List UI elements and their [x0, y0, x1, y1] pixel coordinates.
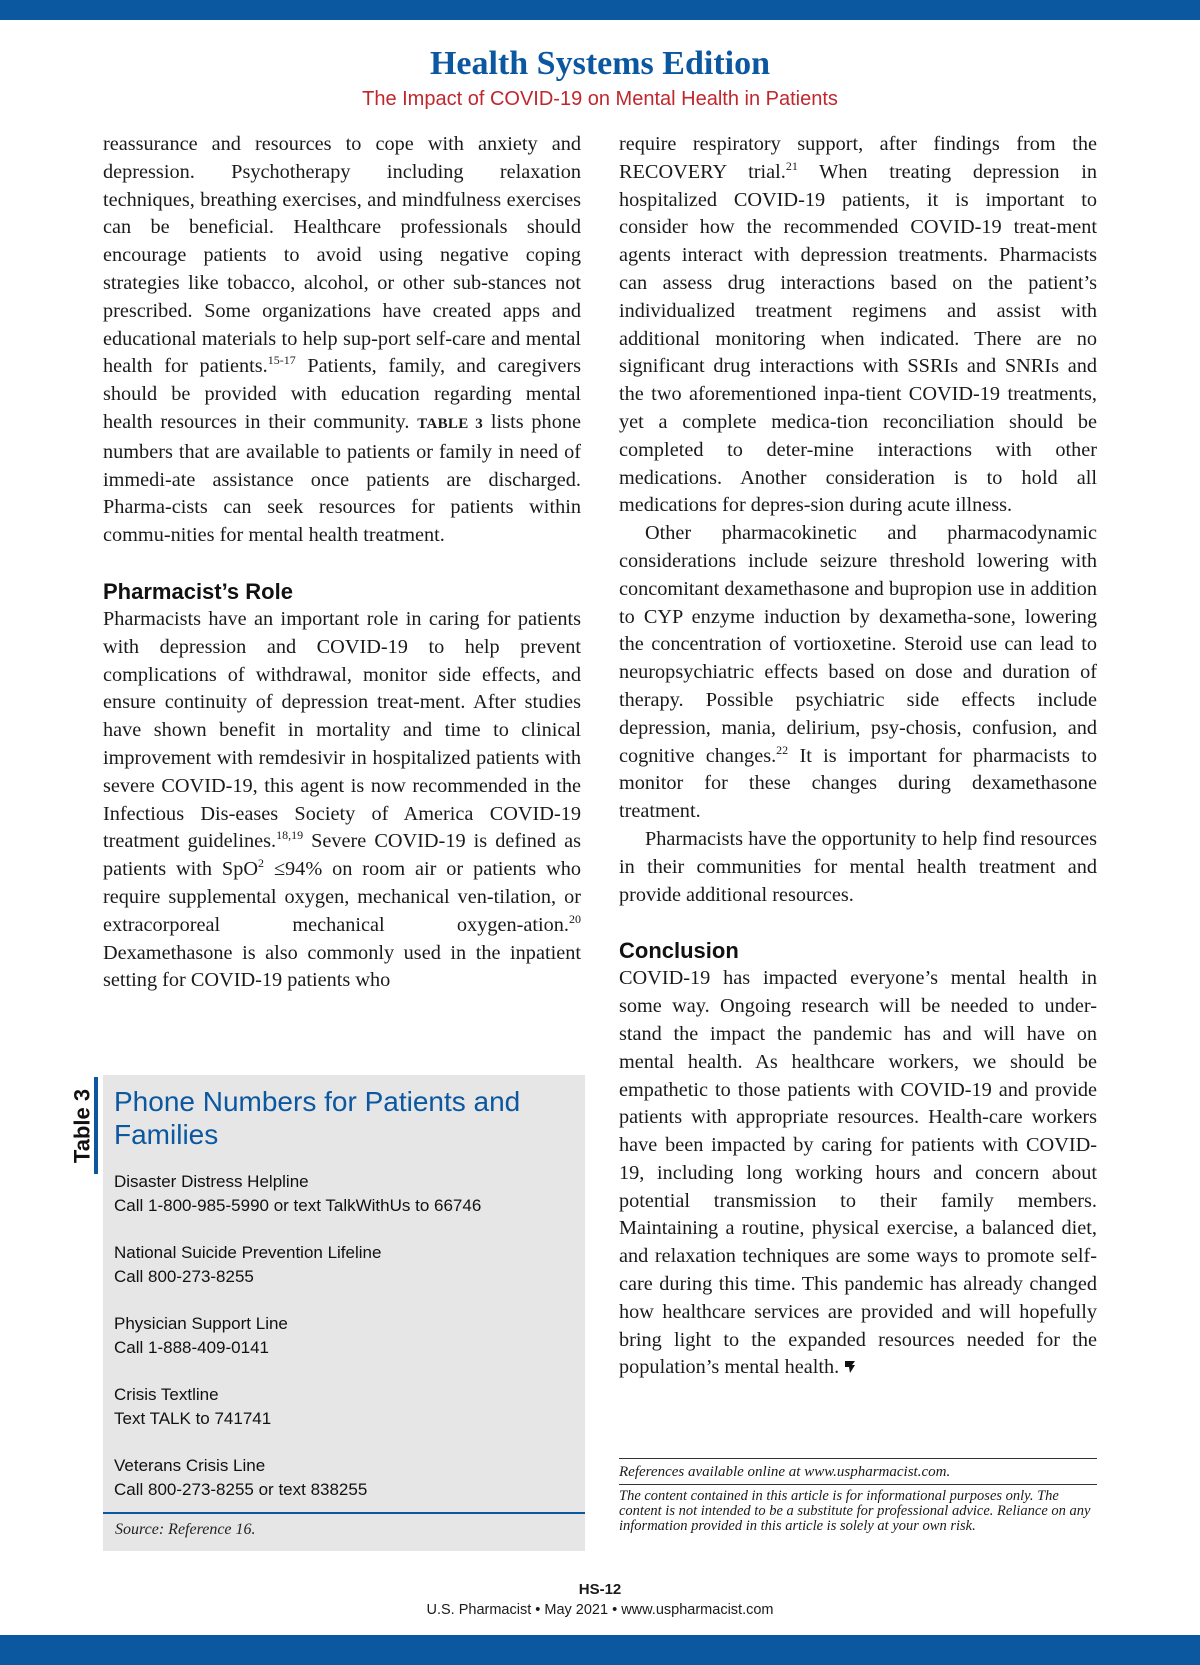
hotline-contact: Call 800-273-8255 or text 838255 — [114, 1480, 368, 1499]
left-paragraph-1: reassurance and resources to cope with anxiety and depression. Psychotherapy including relaxation techniques, breathing exercises, and mindfulness exercises can be beneficial. Healthcare professionals should encourage patients to avoid using negative coping strategies like tobacco, alcohol, or other sub-stances not prescribed. Some organizations have created apps and educational materials to help sup-port self-care and mental health for patients.$^{15-17}$ Patients, family, and caregivers should be provided with education regarding mental health resources in their community. TABLE 3 lists phone numbers that are available to patients or family in need of immedi-ate assistance once patients are discharged. Pharma-cists can seek resources for patients within commu-nities for mental health treatment. — [103, 133, 582, 547]
heading-pharmacists-role: Pharmacist’s Role — [103, 578, 293, 604]
list-item — [114, 1454, 574, 1525]
table-3-label: Table 3 — [69, 1088, 95, 1164]
table-3-source: Source: Reference 16. — [115, 1521, 256, 1538]
publication-line: U.S. Pharmacist • May 2021 • www.uspharmacist.com — [426, 1602, 774, 1618]
right-column — [619, 131, 1097, 1382]
page-footer — [0, 1580, 1200, 1620]
hotline-name: Crisis Textline — [114, 1385, 219, 1404]
list-item — [114, 1170, 574, 1241]
list-item — [114, 1312, 574, 1383]
hotline-contact: Call 1-800-985-5990 or text TalkWithUs to 66746 — [114, 1196, 482, 1215]
right-paragraph-1: require respiratory support, after findings from the RECOVERY trial.$^{21}$ When treating depression in hospitalized COVID-19 patients, it is important to consider how the recommended COVID-19 treat-ment agents interact with depression treatments. Pharmacists can assess drug interactions based on the patient’s individualized treatment regimens and assist with additional monitoring when indicated. There are no significant drug interactions with SSRIs and SNRIs and the two aforementioned inpa-tient COVID-19 treatments, yet a complete medica-tion reconciliation should be completed to deter-mine interactions with other medications. Another consideration is to hold all medications for depres-sion during acute illness. — [619, 133, 1097, 517]
hotline-name: Veterans Crisis Line — [114, 1456, 266, 1475]
right-paragraph-2: Other pharmacokinetic and pharmacodynamic considerations include seizure threshold lowering with concomitant dexamethasone and bupropion use in addition to CYP enzyme induction by dexametha-sone, lowering the concentration of vortioxetine. Steroid use can lead to neuropsychiatric effects based on dose and duration of therapy. Possible psychiatric side effects include depression, mania, delirium, psy-chosis, confusion, and cognitive changes.$^{22}$ It is important for pharmacists to monitor for these changes during dexamethasone treatment. — [619, 522, 1097, 823]
page-number: HS-12 — [578, 1581, 622, 1598]
table-3-tab — [62, 1077, 102, 1174]
hotline-name: National Suicide Prevention Lifeline — [114, 1243, 382, 1262]
references-note: References available online at www.uspharmacist.com. — [619, 1459, 1097, 1485]
conclusion-paragraph: COVID-19 has impacted everyone’s mental health in some way. Ongoing research will be needed to under-stand the impact the pandemic has and will have on mental health. As healthcare workers, we should be empathetic to those patients with COVID-19 and provide patients with appropriate resources. Health-care workers have been impacted by caring for patients with COVID-19, including long working hours and concern about potential transmission to their family members. Maintaining a routine, physical exercise, a balanced diet, and relaxation techniques are some ways to promote self-care during this time. This pandemic has already changed how healthcare services are provided and will hopefully bring light to the expanded resources needed for the population’s mental health. — [619, 967, 1097, 1379]
phone-list — [114, 1170, 574, 1525]
table-3-reference[interactable]: TABLE 3 — [417, 415, 484, 432]
hotline-name: Physician Support Line — [114, 1314, 288, 1333]
top-color-bar — [0, 0, 1200, 20]
hotline-contact: Call 1-888-409-0141 — [114, 1338, 269, 1357]
table-3-title: Phone Numbers for Patients and Families — [114, 1086, 521, 1150]
hotline-contact: Call 800-273-8255 — [114, 1267, 254, 1286]
hotline-name: Disaster Distress Helpline — [114, 1172, 309, 1191]
end-of-article-icon — [844, 1360, 856, 1374]
article-footnotes — [619, 1458, 1097, 1534]
bottom-color-bar — [0, 1635, 1200, 1665]
list-item — [114, 1383, 574, 1454]
list-item — [114, 1241, 574, 1312]
edition-title: Health Systems Edition — [429, 45, 771, 82]
table-3-box — [103, 1075, 585, 1551]
disclaimer: The content contained in this article is for informational purposes only. The content is not intended to be a substitute for professional advice. Reliance on any information provided in this article is solely at your own risk. — [619, 1488, 1091, 1534]
masthead — [0, 44, 1200, 112]
table-3-accent-bar — [94, 1077, 98, 1174]
left-paragraph-2: Pharmacists have an important role in caring for patients with depression and COVID-19 to help prevent complications of withdrawal, monitor side effects, and ensure continuity of depression treat-ment. After studies have shown benefit in mortality and time to clinical improvement with remdesivir in hospitalized patients with severe COVID-19, this agent is now recommended in the Infectious Dis-eases Society of America COVID-19 treatment guidelines.$^{18,19}$ Severe COVID-19 is defined as patients with SpO$^2$ ≤94% on room air or patients who require supplemental oxygen, mechanical ven-tilation, or extracorporeal mechanical oxygen-ation.$^{20}$ Dexamethasone is also commonly used in the inpatient setting for COVID-19 patients who — [103, 607, 581, 992]
table-3-divider — [103, 1512, 585, 1514]
left-column — [103, 131, 581, 995]
article-subtitle: The Impact of COVID-19 on Mental Health in Patients — [362, 88, 838, 110]
right-paragraph-3: Pharmacists have the opportunity to help find resources in their communities for mental health treatment and provide additional resources. — [619, 827, 1097, 906]
heading-conclusion: Conclusion — [619, 938, 739, 964]
hotline-contact: Text TALK to 741741 — [114, 1409, 272, 1428]
